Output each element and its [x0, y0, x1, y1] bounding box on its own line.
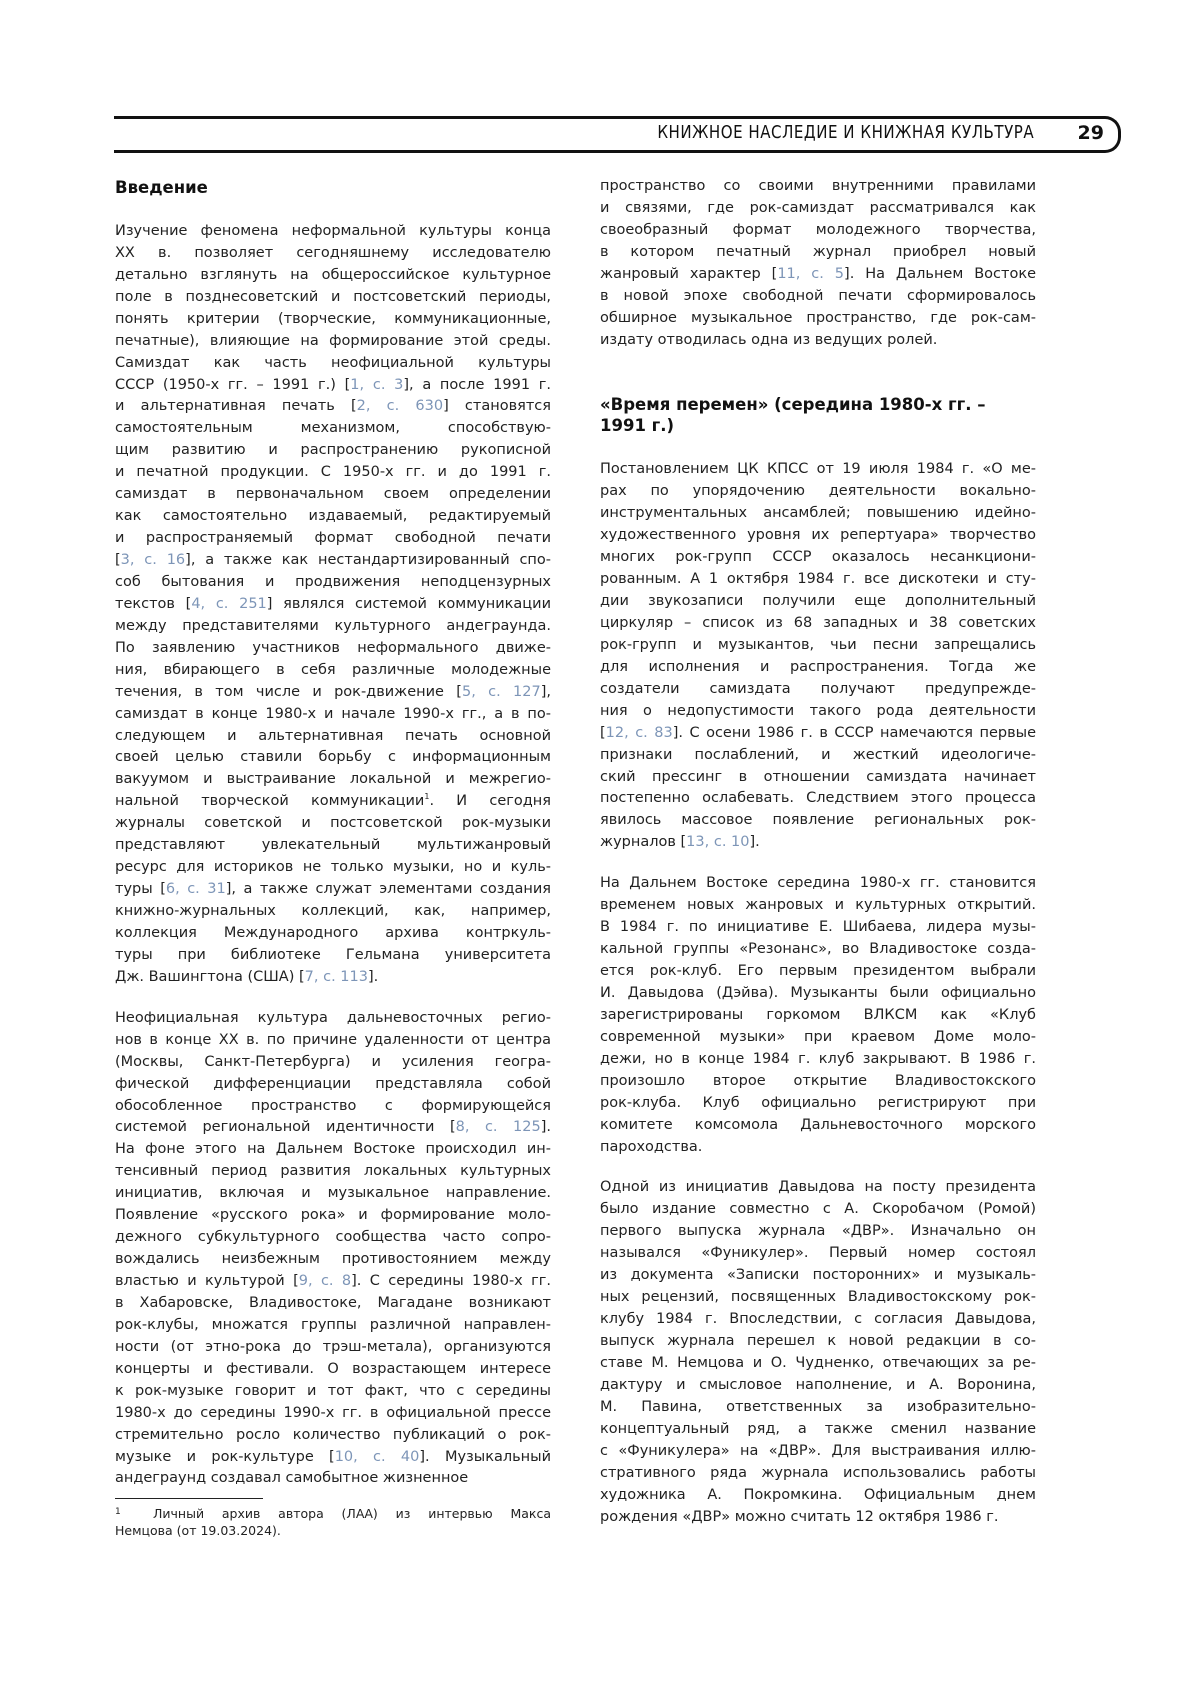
text-line: [115, 813, 551, 835]
text-segment: андеграунд создавал самобытное жизненное: [115, 1470, 468, 1486]
text-line: [600, 701, 1036, 723]
text-segment: ставе М. Немцова и О. Чудненко, отвечающих за ре-: [600, 1355, 1036, 1371]
text-line: [115, 1117, 551, 1139]
text-line: [115, 440, 551, 462]
text-line: [115, 1271, 551, 1293]
text-segment: ]. На Дальнем Востоке: [844, 266, 1036, 282]
text-line: [600, 1485, 1036, 1507]
text-segment: понять критерии (творческие, коммуникационные,: [115, 311, 551, 327]
text-segment: дежного субкультурного сообщества часто сопро-: [115, 1229, 551, 1245]
text-segment: многих рок-групп СССР оказалось несанкциони-: [600, 549, 1036, 565]
citation-link[interactable]: 6, с. 31: [166, 881, 226, 897]
text-segment: системой региональной идентичности [: [115, 1119, 456, 1135]
text-segment: явилось массовое появление региональных рок-: [600, 812, 1036, 828]
text-segment: рах по упорядочению деятельности вокально-: [600, 483, 1036, 499]
text-line: [600, 1115, 1036, 1137]
text-segment: детально взглянуть на общероссийское культурное: [115, 267, 551, 283]
text-line: [115, 396, 551, 418]
text-line: [600, 1375, 1036, 1397]
section-heading: [115, 176, 551, 198]
text-line: [115, 418, 551, 440]
text-segment: своеобразный формат молодежного творчества,: [600, 222, 1036, 238]
text-line: [600, 1199, 1036, 1221]
text-line: [600, 1093, 1036, 1115]
text-line: [600, 198, 1036, 220]
text-line: [115, 1447, 551, 1469]
left-column: [115, 176, 551, 1490]
text-segment: стративного ряда журнала использовались работы: [600, 1465, 1036, 1481]
text-segment: журналы советской и постсоветской рок-музыки: [115, 815, 551, 831]
text-segment: самиздат в конце 1980-х и начале 1990-х гг., а в по-: [115, 706, 551, 722]
text-segment: На фоне этого на Дальнем Востоке происходил ин-: [115, 1141, 551, 1157]
citation-link[interactable]: 9, с. 8: [299, 1273, 351, 1289]
text-line: [600, 1027, 1036, 1049]
text-line: [600, 330, 1036, 352]
text-segment: ]. С середины 1980-х гг.: [351, 1273, 551, 1289]
text-line: [600, 1463, 1036, 1485]
text-line: [600, 635, 1036, 657]
text-segment: ных рецензий, посвященных Владивостокскому рок-: [600, 1289, 1036, 1305]
text-line: [115, 176, 551, 198]
text-line: [115, 1096, 551, 1118]
text-line: [115, 923, 551, 945]
text-line: [115, 1074, 551, 1096]
text-segment: зарегистрированы горкомом ВЛКСМ как «Клуб: [600, 1007, 1036, 1023]
text-segment: создатели самиздата получают предупрежде-: [600, 681, 1036, 697]
text-segment: печатные), влияющие на формирование этой среды.: [115, 333, 551, 349]
text-segment: ], а после 1991 г.: [403, 377, 551, 393]
text-segment: дактуру и смысловое наполнение, и А. Воронина,: [600, 1377, 1036, 1393]
text-line: [115, 1381, 551, 1403]
footnote-mark: 1: [115, 1504, 153, 1521]
text-line: [115, 835, 551, 857]
text-segment: ], а также как нестандартизированный спо-: [185, 552, 551, 568]
text-segment: журналов [: [600, 834, 686, 850]
text-line: [600, 939, 1036, 961]
text-segment: ния, вбирающего в себя различные молодежные: [115, 662, 551, 678]
text-segment: музыке и рок-культуре [: [115, 1449, 335, 1465]
paragraph: [115, 1008, 551, 1491]
text-line: [600, 1331, 1036, 1353]
citation-link[interactable]: 10, с. 40: [335, 1449, 420, 1465]
text-segment: признаки послаблений, и жесткий идеологиче-: [600, 747, 1036, 763]
text-segment: представляют увлекательный мультижанровый: [115, 837, 551, 853]
text-segment: дежи, но в конце 1984 г. клуб закрывают. В 1986 г.: [600, 1051, 1036, 1067]
citation-link[interactable]: 4, с. 251: [191, 596, 266, 612]
text-segment: и распространяемый формат свободной печати: [115, 530, 551, 546]
text-line: [600, 745, 1036, 767]
text-segment: стремительно росло количество публикаций о рок-: [115, 1427, 551, 1443]
text-segment: текстов [: [115, 596, 191, 612]
footnote-text: Немцова (от 19.03.2024).: [115, 1523, 281, 1538]
text-segment: рованным. А 1 октября 1984 г. все дискотеки и сту-: [600, 571, 1036, 587]
text-segment: было издание совместно с А. Скоробачом (Ромой): [600, 1201, 1036, 1217]
text-segment: тенсивный период развития локальных культурных: [115, 1163, 551, 1179]
text-segment: туры [: [115, 881, 166, 897]
text-segment: 1980-х до середины 1990-х гг. в официальной прессе: [115, 1405, 551, 1421]
text-segment: следующем и альтернативная печать основной: [115, 728, 551, 744]
text-segment: книжно-журнальных коллекций, как, например,: [115, 903, 551, 919]
paragraph: [600, 1177, 1036, 1528]
text-line: [115, 462, 551, 484]
text-line: [600, 1071, 1036, 1093]
text-segment: щим развитию и распространению рукописной: [115, 442, 551, 458]
text-segment: Постановлением ЦК КПСС от 19 июля 1984 г. «О ме-: [600, 461, 1036, 477]
text-segment: Неофициальная культура дальневосточных регио-: [115, 1010, 551, 1026]
text-line: [600, 481, 1036, 503]
text-segment: и связями, где рок-самиздат рассматривался как: [600, 200, 1036, 216]
text-line: [600, 1265, 1036, 1287]
text-segment: Самиздат как часть неофициальной культуры: [115, 355, 551, 371]
text-line: [600, 503, 1036, 525]
text-line: [115, 1359, 551, 1381]
text-line: [600, 788, 1036, 810]
text-segment: XX в. позволяет сегодняшнему исследователю: [115, 245, 551, 261]
text-segment: рок-клубы, множатся группы различной направлен-: [115, 1317, 551, 1333]
text-segment: кальной группы «Резонанс», во Владивостоке созда-: [600, 941, 1036, 957]
citation-link[interactable]: 1, с. 3: [350, 377, 403, 393]
text-line: [115, 265, 551, 287]
citation-link[interactable]: 7, с. 113: [305, 969, 368, 985]
text-segment: ресурс для историков не только музыки, но и куль-: [115, 859, 551, 875]
paragraph: [115, 221, 551, 989]
text-line: [600, 613, 1036, 635]
text-line: [600, 895, 1036, 917]
text-line: [115, 967, 551, 989]
text-line: [600, 525, 1036, 547]
text-segment: течения, в том числе и рок-движение [: [115, 684, 462, 700]
text-line: [600, 1177, 1036, 1199]
text-line: [600, 1221, 1036, 1243]
text-segment: рок-клуба. Клуб официально регистрируют при: [600, 1095, 1036, 1111]
text-line: [115, 1468, 551, 1490]
text-segment: Введение: [115, 178, 208, 197]
text-segment: Дж. Вашингтона (США) [: [115, 969, 305, 985]
text-line: [115, 747, 551, 769]
text-line: [115, 879, 551, 901]
text-line: [600, 723, 1036, 745]
text-line: [115, 1205, 551, 1227]
text-segment: в котором печатный журнал приобрел новый: [600, 244, 1036, 260]
text-segment: своей целью ставили борьбу с информационным: [115, 749, 551, 765]
text-line: [600, 767, 1036, 789]
text-line: [115, 704, 551, 726]
text-segment: ].: [749, 834, 759, 850]
text-segment: комитете комсомола Дальневосточного морского: [600, 1117, 1036, 1133]
text-segment: постепенно ослабевать. Следствием этого процесса: [600, 790, 1036, 806]
footnote-divider: [115, 1498, 263, 1499]
text-line: [600, 308, 1036, 330]
text-segment: для исполнения и распространения. Тогда же: [600, 659, 1036, 675]
text-segment: ].: [541, 1119, 551, 1135]
text-segment: В 1984 г. по инициативе Е. Шибаева, лидера музы-: [600, 919, 1036, 935]
section-heading: [600, 393, 1036, 437]
text-segment: и альтернативная печать [: [115, 398, 357, 414]
text-segment: циркуляр – список из 68 западных и 38 советских: [600, 615, 1036, 631]
text-segment: выпуск журнала перешел к новой редакции в со-: [600, 1333, 1036, 1349]
text-line: [115, 682, 551, 704]
text-segment: СССР (1950-х гг. – 1991 г.) [: [115, 377, 350, 393]
text-segment: между представителями культурного андеграунда.: [115, 618, 551, 634]
text-line: [115, 375, 551, 397]
text-line: [600, 810, 1036, 832]
text-segment: ]. С осени 1986 г. в СССР намечаются первые: [673, 725, 1036, 741]
text-segment: дии звукозаписи получили еще дополнительный: [600, 593, 1036, 609]
text-segment: [: [600, 725, 606, 741]
text-segment: На Дальнем Востоке середина 1980-х гг. становится: [600, 875, 1036, 891]
text-segment: пространство со своими внутренними правилами: [600, 178, 1036, 194]
text-line: [115, 528, 551, 550]
paragraph: [600, 459, 1036, 854]
footnote-text: Личный архив автора (ЛАА) из интервью Макса: [153, 1506, 551, 1521]
text-segment: нальной творческой коммуникации: [115, 793, 424, 809]
text-line: [600, 1243, 1036, 1265]
text-segment: И. Давыдова (Дэйва). Музыканты были официально: [600, 985, 1036, 1001]
text-line: [600, 1049, 1036, 1071]
text-segment: вакуумом и выстраивание локальной и межрегио-: [115, 771, 551, 787]
text-segment: к рок-музыке говорит и тот факт, что с середины: [115, 1383, 551, 1399]
text-line: [600, 1419, 1036, 1441]
text-segment: По заявлению участников неформального движе-: [115, 640, 551, 656]
text-line: [115, 506, 551, 528]
text-line: [115, 857, 551, 879]
text-line: [115, 660, 551, 682]
text-segment: рок-групп и музыкантов, чьи песни запрещались: [600, 637, 1036, 653]
citation-link[interactable]: 11, с. 5: [777, 266, 844, 282]
text-line: [115, 791, 551, 813]
text-segment: как самостоятельно издаваемый, редактируемый: [115, 508, 551, 524]
citation-link[interactable]: 3, с. 16: [121, 552, 185, 568]
text-line: [600, 547, 1036, 569]
text-segment: произошло второе открытие Владивостокского: [600, 1073, 1036, 1089]
footnote: [115, 1504, 551, 1539]
text-line: [600, 220, 1036, 242]
text-segment: ], а также служат элементами создания: [226, 881, 551, 897]
text-segment: фической дифференциации представляла собой: [115, 1076, 551, 1092]
section-title: КНИЖНОЕ НАСЛЕДИЕ И КНИЖНАЯ КУЛЬТУРА: [657, 123, 1034, 143]
text-line: [600, 1137, 1036, 1159]
text-line: [115, 1249, 551, 1271]
text-line: [115, 594, 551, 616]
text-line: [115, 1052, 551, 1074]
text-segment: в новой эпохе свободной печати сформировалось: [600, 288, 1036, 304]
text-line: [115, 572, 551, 594]
citation-link[interactable]: 2, с. 630: [357, 398, 443, 414]
text-segment: ]. Музыкальный: [419, 1449, 551, 1465]
text-line: [115, 1403, 551, 1425]
text-line: [115, 726, 551, 748]
text-segment: самиздат в первоначальном своем определении: [115, 486, 551, 502]
running-header: [114, 116, 1121, 153]
text-line: [600, 832, 1036, 854]
text-line: [600, 873, 1036, 895]
text-segment: современной музыки» при краевом Доме моло-: [600, 1029, 1036, 1045]
text-line: [600, 983, 1036, 1005]
text-segment: ],: [541, 684, 551, 700]
text-line: [600, 569, 1036, 591]
right-column: [600, 176, 1036, 1528]
text-line: [115, 484, 551, 506]
citation-link[interactable]: 12, с. 83: [606, 725, 673, 741]
text-line: [115, 638, 551, 660]
text-line: [115, 353, 551, 375]
citation-link[interactable]: 13, с. 10: [686, 834, 749, 850]
text-line: [115, 1337, 551, 1359]
text-line: [115, 309, 551, 331]
text-segment: 1991 г.): [600, 416, 674, 435]
text-line: [600, 286, 1036, 308]
text-line: [600, 1005, 1036, 1027]
footnote-reference[interactable]: 1: [424, 792, 429, 801]
text-line: [115, 1315, 551, 1337]
text-segment: обособленное пространство с формирующейся: [115, 1098, 551, 1114]
text-line: [600, 961, 1036, 983]
text-segment: (Москвы, Санкт-Петербурга) и усиления геогра-: [115, 1054, 551, 1070]
text-line: [115, 1425, 551, 1447]
text-segment: самостоятельным механизмом, способствую-: [115, 420, 551, 436]
text-segment: с «Фуникулера» на «ДВР». Для выстраивания иллю-: [600, 1443, 1036, 1459]
text-line: [115, 1183, 551, 1205]
text-line: [115, 1030, 551, 1052]
text-line: [600, 393, 1036, 415]
text-line: [600, 1353, 1036, 1375]
text-segment: издату отводилась одна из ведущих ролей.: [600, 332, 937, 348]
text-line: [115, 221, 551, 243]
text-line: [600, 414, 1036, 436]
text-segment: ется рок-клуб. Его первым президентом выбрали: [600, 963, 1036, 979]
text-line: [115, 1293, 551, 1315]
text-line: [600, 657, 1036, 679]
text-segment: инструментальных ансамблей; повышению идейно-: [600, 505, 1036, 521]
text-line: [600, 242, 1036, 264]
text-line: [600, 264, 1036, 286]
text-segment: М. Павина, ответственных за изобразительно-: [600, 1399, 1036, 1415]
text-segment: нов в конце XX в. по причине удаленности от центра: [115, 1032, 551, 1048]
text-segment: художественного уровня их репертуара» творчество: [600, 527, 1036, 543]
text-segment: в Хабаровске, Владивостоке, Магадане возникают: [115, 1295, 551, 1311]
text-segment: назывался «Фуникулер». Первый номер состоял: [600, 1245, 1036, 1261]
text-line: [115, 616, 551, 638]
text-segment: первого выпуска журнала «ДВР». Изначально он: [600, 1223, 1036, 1239]
text-line: [115, 287, 551, 309]
citation-link[interactable]: 8, с. 125: [456, 1119, 541, 1135]
text-line: [600, 1397, 1036, 1419]
citation-link[interactable]: 5, с. 127: [462, 684, 541, 700]
text-segment: рождения «ДВР» можно считать 12 октября 1986 г.: [600, 1509, 999, 1525]
text-segment: пароходства.: [600, 1139, 702, 1155]
text-line: [115, 1227, 551, 1249]
text-segment: ] становятся: [443, 398, 551, 414]
text-segment: временем новых жанровых и культурных открытий.: [600, 897, 1036, 913]
text-line: [115, 1161, 551, 1183]
text-segment: ский прессинг в отношении самиздата начинает: [600, 769, 1036, 785]
text-line: [600, 591, 1036, 613]
text-line: [600, 917, 1036, 939]
text-segment: «Время перемен» (середина 1980-х гг. –: [600, 395, 985, 414]
text-segment: коллекция Международного архива контркуль-: [115, 925, 551, 941]
text-line: [115, 945, 551, 967]
text-segment: клубу 1984 г. Впоследствии, с согласия Давыдова,: [600, 1311, 1036, 1327]
paragraph: [600, 176, 1036, 352]
text-segment: Изучение феномена неформальной культуры конца: [115, 223, 551, 239]
page-number: 29: [1078, 122, 1104, 144]
text-line: [115, 331, 551, 353]
text-segment: поле в позднесоветский и постсоветский периоды,: [115, 289, 551, 305]
text-segment: вождались неизбежным противостоянием между: [115, 1251, 551, 1267]
text-segment: обширное музыкальное пространство, где рок-сам-: [600, 310, 1036, 326]
text-segment: туры при библиотеке Гельмана университета: [115, 947, 551, 963]
text-line: [600, 1441, 1036, 1463]
text-segment: соб бытования и продвижения неподцензурных: [115, 574, 551, 590]
text-line: [600, 176, 1036, 198]
text-segment: жанровый характер [: [600, 266, 777, 282]
text-segment: Появление «русского рока» и формирование моло-: [115, 1207, 551, 1223]
text-line: [600, 459, 1036, 481]
text-line: [115, 901, 551, 923]
text-line: [600, 1507, 1036, 1529]
text-segment: и печатной продукции. С 1950-х гг. и до 1991 г.: [115, 464, 551, 480]
text-segment: из документа «Записки посторонних» и музыкаль-: [600, 1267, 1036, 1283]
text-line: [115, 1008, 551, 1030]
text-segment: ности (от этно-рока до трэш-метала), организуются: [115, 1339, 551, 1355]
text-line: [115, 550, 551, 572]
text-line: [600, 1287, 1036, 1309]
text-segment: [: [115, 552, 121, 568]
text-line: [600, 1309, 1036, 1331]
text-segment: ] являлся системой коммуникации: [267, 596, 551, 612]
text-segment: . И сегодня: [429, 793, 551, 809]
text-segment: концерты и фестивали. О возрастающем интересе: [115, 1361, 551, 1377]
text-segment: ].: [368, 969, 378, 985]
text-segment: художника А. Покромкина. Официальным днем: [600, 1487, 1036, 1503]
text-line: [115, 769, 551, 791]
text-segment: властью и культурой [: [115, 1273, 299, 1289]
text-segment: Одной из инициатив Давыдова на посту президента: [600, 1179, 1036, 1195]
text-segment: инициатив, включая и музыкальное направление.: [115, 1185, 551, 1201]
footnote-line: [115, 1522, 551, 1539]
text-line: [600, 679, 1036, 701]
text-segment: концептуальный ряд, а также сменил название: [600, 1421, 1036, 1437]
text-segment: ния о недопустимости такого рода деятельности: [600, 703, 1036, 719]
paragraph: [600, 873, 1036, 1158]
text-line: [115, 243, 551, 265]
text-line: [115, 1139, 551, 1161]
footnote-line: [115, 1504, 551, 1522]
